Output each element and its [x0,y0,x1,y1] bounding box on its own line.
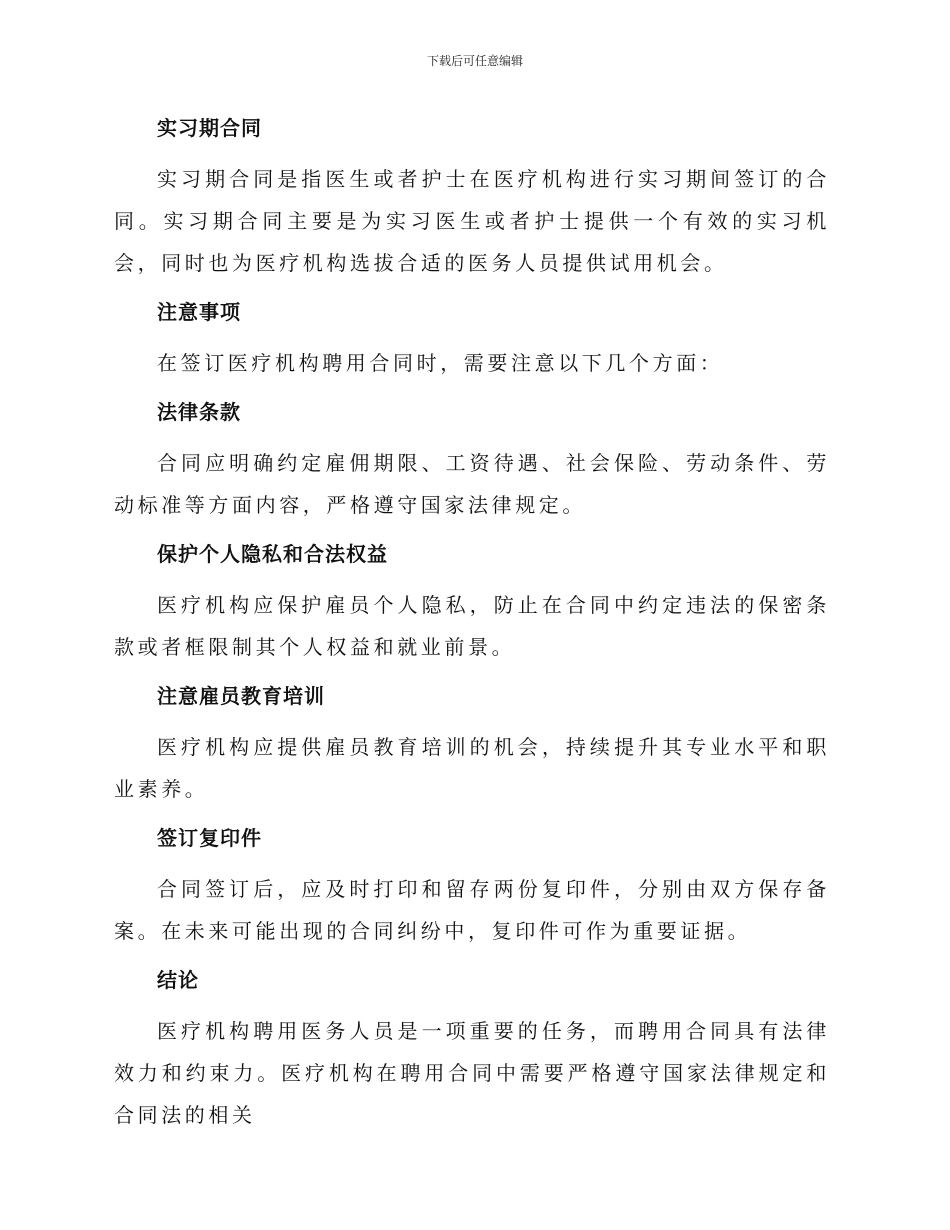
section-heading: 签订复印件 [157,826,262,850]
section-heading: 实习期合同 [157,116,262,140]
paragraph: 合同签订后，应及时打印和留存两份复印件，分别由双方保存备案。在未来可能出现的合同纠纷中，复印件可作为重要证据。 [114,877,830,943]
section-heading: 结论 [157,968,199,992]
section-heading: 注意事项 [157,300,241,324]
paragraph: 医疗机构应提供雇员教育培训的机会，持续提升其专业水平和职业素养。 [114,735,830,801]
section-heading: 法律条款 [157,400,241,424]
page-header: 下载后可任意编辑 [426,54,523,68]
section-heading: 注意雇员教育培训 [157,684,325,708]
paragraph: 医疗机构聘用医务人员是一项重要的任务，而聘用合同具有法律效力和约束力。医疗机构在聘用合同中需要严格遵守国家法律规定和合同法的相关 [114,1019,830,1127]
paragraph: 实习期合同是指医生或者护士在医疗机构进行实习期间签订的合同。实习期合同主要是为实习医生或者护士提供一个有效的实习机会，同时也为医疗机构选拔合适的医务人员提供试用机会。 [114,167,830,275]
section-heading: 保护个人隐私和合法权益 [157,542,388,566]
paragraph: 合同应明确约定雇佣期限、工资待遇、社会保险、劳动条件、劳动标准等方面内容，严格遵守国家法律规定。 [114,451,830,517]
paragraph: 医疗机构应保护雇员个人隐私，防止在合同中约定违法的保密条款或者框限制其个人权益和就业前景。 [114,593,830,659]
document-body [114,108,830,1144]
paragraph: 在签订医疗机构聘用合同时，需要注意以下几个方面： [157,351,724,375]
